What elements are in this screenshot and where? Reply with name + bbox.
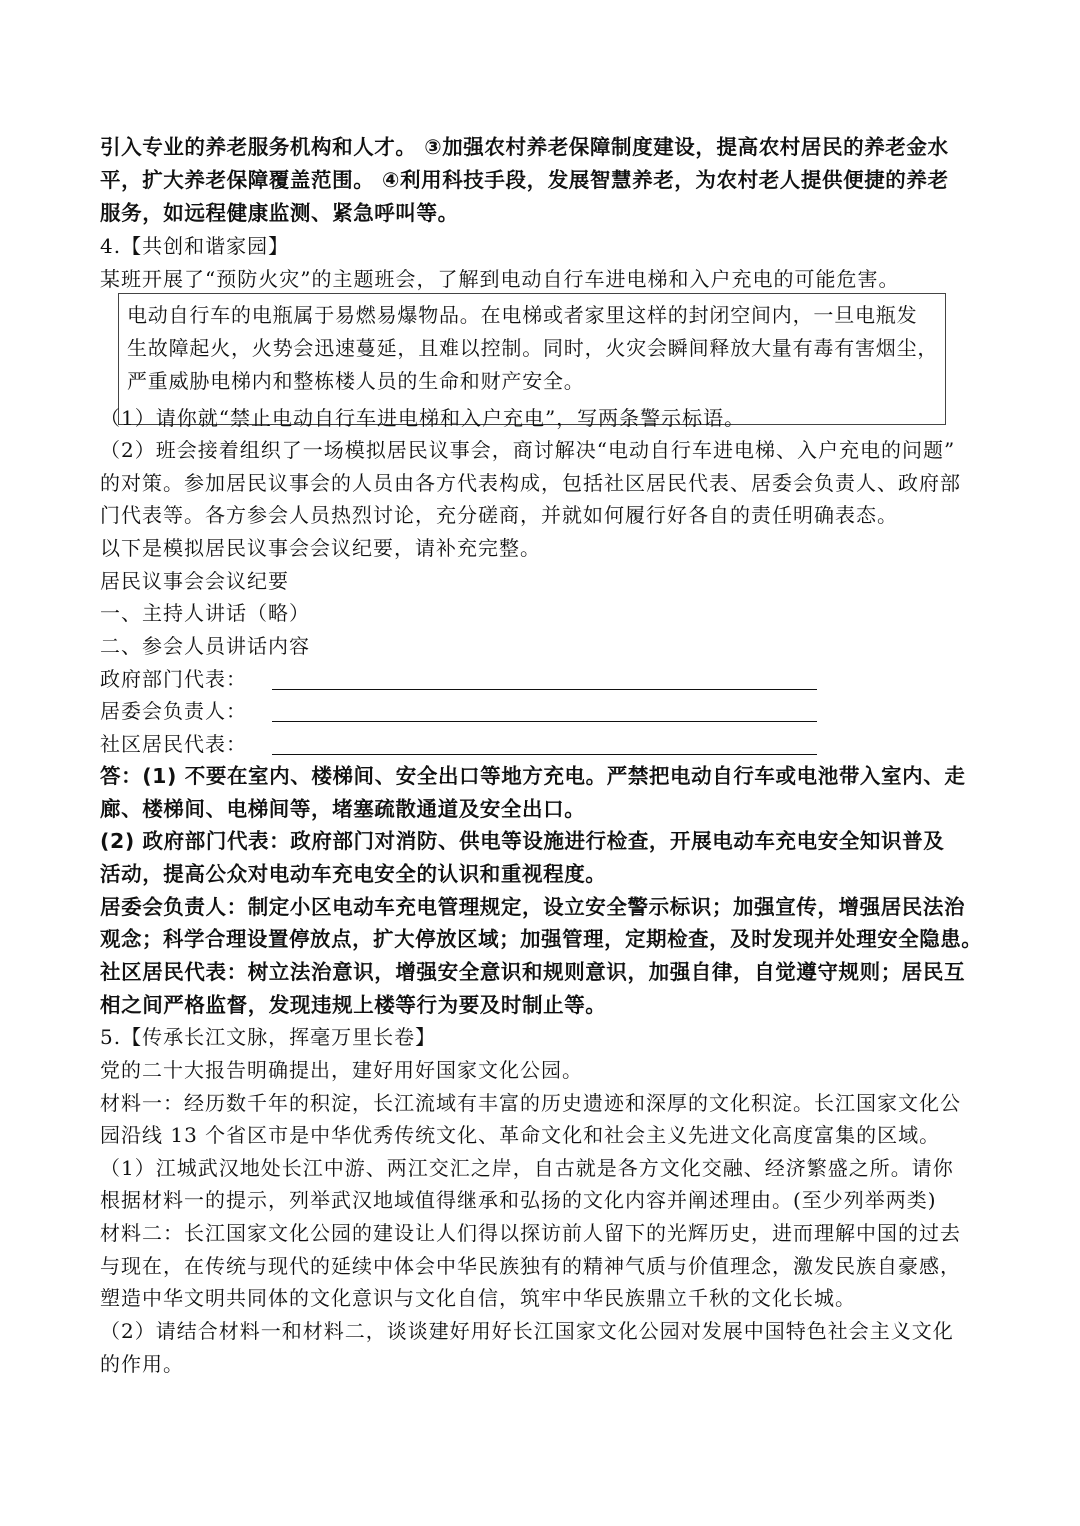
q5-material-1-line-2: 园沿线 13 个省区市是中华优秀传统文化、革命文化和社会主义先进文化高度富集的区域。 [100, 1123, 941, 1147]
q4-heading: 4.【共创和谐家园】 [100, 234, 290, 258]
q5-lead: 党的二十大报告明确提出，建好用好国家文化公园。 [100, 1058, 583, 1082]
q4-question-2-line-2: 的对策。参加居民议事会的人员由各方代表构成，包括社区居民代表、居委会负责人、政府部 [100, 471, 961, 495]
gov-rep-blank [272, 689, 817, 690]
resident-rep-blank [272, 754, 817, 755]
minutes-item-2: 二、参会人员讲话内容 [100, 634, 310, 658]
q4-question-2-line-3: 门代表等。各方参会人员热烈讨论，充分磋商，并就如何履行好各自的责任明确表态。 [100, 503, 898, 527]
q5-material-2-line-3: 塑造中华文明共同体的文化意识与文化自信，筑牢中华民族鼎立千秋的文化长城。 [100, 1286, 856, 1310]
intro-line-2: 平，扩大养老保障覆盖范围。 ④利用科技手段，发展智慧养老，为农村老人提供便捷的养老 [100, 168, 949, 192]
answer-line-8: 相之间严格监督，发现违规上楼等行为要及时制止等。 [100, 993, 607, 1017]
minutes-title: 居民议事会会议纪要 [100, 569, 289, 593]
gov-rep-label: 政府部门代表： [100, 667, 247, 691]
answer-line-2: 廊、楼梯间、电梯间等，堵塞疏散通道及安全出口。 [100, 797, 586, 821]
answer-line-7: 社区居民代表：树立法治意识，增强安全意识和规则意识，加强自律，自觉遵守规则；居民互 [100, 960, 966, 984]
intro-line-1: 引入专业的养老服务机构和人才。 ③加强农村养老保障制度建设，提高农村居民的养老金水 [100, 135, 949, 159]
q4-box-line-3: 严重威胁电梯内和整栋楼人员的生命和财产安全。 [127, 369, 585, 393]
q4-question-2-line-1: （2）班会接着组织了一场模拟居民议事会，商讨解决“电动自行车进电梯、入户充电的问题” [100, 438, 956, 462]
q4-box-line-1: 电动自行车的电瓶属于易燃易爆物品。在电梯或者家里这样的封闭空间内，一旦电瓶发 [127, 303, 918, 327]
resident-rep-label: 社区居民代表： [100, 732, 247, 756]
committee-label: 居委会负责人： [100, 699, 247, 723]
q5-question-2-line-2: 的作用。 [100, 1352, 184, 1376]
q4-box-line-2: 生故障起火，火势会迅速蔓延，且难以控制。同时，火灾会瞬间释放大量有毒有害烟尘， [127, 336, 939, 360]
answer-line-3: (2) 政府部门代表：政府部门对消防、供电等设施进行检查，开展电动车充电安全知识普及 [100, 829, 945, 853]
q5-question-2-line-1: （2）请结合材料一和材料二，谈谈建好用好长江国家文化公园对发展中国特色社会主义文化 [100, 1319, 954, 1343]
q5-question-1-line-2: 根据材料一的提示，列举武汉地域值得继承和弘扬的文化内容并阐述理由。(至少列举两类) [100, 1188, 937, 1212]
q4-question-1: （1）请你就“禁止电动自行车进电梯和入户充电”，写两条警示标语。 [100, 406, 746, 430]
intro-line-3: 服务，如远程健康监测、紧急呼叫等。 [100, 201, 459, 225]
q5-material-2-line-1: 材料二：长江国家文化公园的建设让人们得以探访前人留下的光辉历史，进而理解中国的过去 [100, 1221, 961, 1245]
q4-lead: 某班开展了“预防火灾”的主题班会，了解到电动自行车进电梯和入户充电的可能危害。 [100, 267, 900, 291]
answer-line-4: 活动，提高公众对电动车充电安全的认识和重视程度。 [100, 862, 607, 886]
answer-line-5: 居委会负责人：制定小区电动车充电管理规定，设立安全警示标识；加强宣传，增强居民法治 [100, 895, 966, 919]
q5-material-1-line-1: 材料一：经历数千年的积淀，长江流域有丰富的历史遗迹和深厚的文化积淀。长江国家文化公 [100, 1091, 961, 1115]
answer-line-1: 答：(1) 不要在室内、楼梯间、安全出口等地方充电。严禁把电动自行车或电池带入室内、走 [100, 764, 966, 788]
answer-line-6: 观念；科学合理设置停放点，扩大停放区域；加强管理，定期检查，及时发现并处理安全隐患。 [100, 927, 983, 951]
q5-heading: 5.【传承长江文脉，挥毫万里长卷】 [100, 1025, 437, 1049]
committee-blank [272, 721, 817, 722]
minutes-item-1: 一、主持人讲话（略） [100, 601, 310, 625]
q5-question-1-line-1: （1）江城武汉地处长江中游、两江交汇之岸，自古就是各方文化交融、经济繁盛之所。请你 [100, 1156, 954, 1180]
q5-material-2-line-2: 与现在，在传统与现代的延续中体会中华民族独有的精神气质与价值理念，激发民族自豪感， [100, 1254, 961, 1278]
q4-question-2-line-4: 以下是模拟居民议事会会议纪要，请补充完整。 [100, 536, 541, 560]
